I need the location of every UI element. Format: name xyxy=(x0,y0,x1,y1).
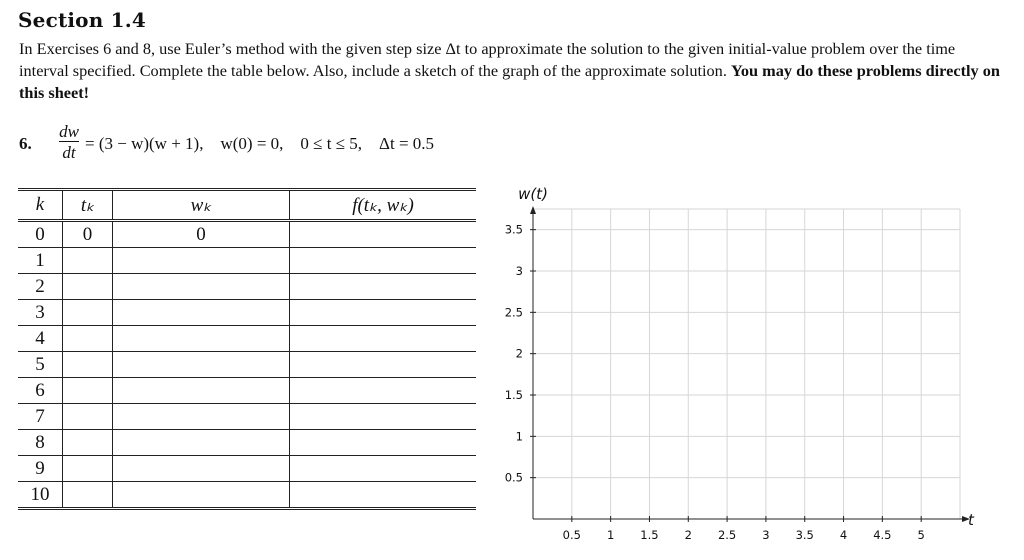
cell-f[interactable] xyxy=(290,456,477,482)
time-interval: 0 ≤ t ≤ 5, xyxy=(300,134,363,153)
header-wk: wₖ xyxy=(113,190,290,221)
initial-condition: w(0) = 0, xyxy=(220,134,284,153)
cell-wk[interactable] xyxy=(113,352,290,378)
table-row xyxy=(18,430,476,456)
solution-graph[interactable] xyxy=(490,175,1024,556)
step-size: Δt = 0.5 xyxy=(379,134,435,153)
y-tick-label: 3 xyxy=(515,264,523,278)
cell-tk[interactable] xyxy=(63,326,113,352)
cell-tk[interactable] xyxy=(63,404,113,430)
cell-wk[interactable] xyxy=(113,300,290,326)
table-row xyxy=(18,352,476,378)
cell-wk[interactable] xyxy=(113,404,290,430)
derivative-fraction xyxy=(58,122,80,163)
y-tick-label: 1 xyxy=(515,429,523,444)
cell-k: 7 xyxy=(18,404,63,430)
x-tick-label: 1.5 xyxy=(640,528,659,542)
cell-f[interactable] xyxy=(290,352,477,378)
cell-f[interactable] xyxy=(290,326,477,352)
cell-k: 10 xyxy=(18,482,63,509)
y-tick-label: 0.5 xyxy=(504,470,523,485)
table-row xyxy=(18,378,476,404)
x-tick-label: 0.5 xyxy=(562,528,581,542)
y-tick-label: 2 xyxy=(515,346,523,361)
x-tick-label: 2.5 xyxy=(717,528,737,542)
x-tick-label: 4 xyxy=(839,528,848,542)
cell-k: 2 xyxy=(18,274,63,300)
cell-f[interactable] xyxy=(290,404,477,430)
instructions xyxy=(19,38,1004,104)
table-row xyxy=(18,248,476,274)
table-row xyxy=(18,274,476,300)
cell-wk[interactable] xyxy=(113,248,290,274)
equation-rhs: = (3 − w)(w + 1), xyxy=(85,134,204,153)
cell-tk[interactable] xyxy=(63,378,113,404)
derivative-numerator: dw xyxy=(59,122,79,141)
cell-k: 0 xyxy=(18,221,63,248)
y-tick-label: 2.5 xyxy=(504,305,523,320)
cell-k: 1 xyxy=(18,248,63,274)
y-tick-label: 3.5 xyxy=(504,222,523,237)
x-tick-label: 1 xyxy=(606,528,615,542)
cell-wk[interactable] xyxy=(113,430,290,456)
cell-f[interactable] xyxy=(290,221,477,248)
cell-wk[interactable] xyxy=(113,274,290,300)
cell-f[interactable] xyxy=(290,430,477,456)
table-row xyxy=(18,300,476,326)
cell-f[interactable] xyxy=(290,482,477,509)
instructions-text: In Exercises 6 and 8, use Euler’s method with the given step size Δt to approximate the solution to the given initial-value problem over the time interval specified. Complete the table below. Also, include a sketch of the graph of the approximate solution. xyxy=(19,39,956,80)
x-tick-label: 2 xyxy=(684,528,692,542)
x-tick-label: 3.5 xyxy=(795,528,814,542)
x-tick-label: 4.5 xyxy=(873,528,892,542)
cell-tk[interactable] xyxy=(63,482,113,509)
cell-f[interactable] xyxy=(290,378,477,404)
cell-k: 5 xyxy=(18,352,63,378)
header-tk: tₖ xyxy=(63,190,113,221)
cell-tk[interactable] xyxy=(63,300,113,326)
equation xyxy=(85,134,434,154)
cell-tk[interactable] xyxy=(63,430,113,456)
cell-k: 8 xyxy=(18,430,63,456)
cell-wk[interactable] xyxy=(113,378,290,404)
y-axis-label: w(t) xyxy=(518,185,548,203)
euler-table xyxy=(18,188,476,510)
table-body xyxy=(18,221,476,509)
cell-k: 6 xyxy=(18,378,63,404)
x-tick-label: 5 xyxy=(917,528,925,542)
header-k: k xyxy=(18,190,63,221)
y-axis-arrow xyxy=(530,206,536,214)
cell-f[interactable] xyxy=(290,248,477,274)
table-row xyxy=(18,326,476,352)
cell-k: 9 xyxy=(18,456,63,482)
cell-f[interactable] xyxy=(290,274,477,300)
table-header-row xyxy=(18,190,476,221)
y-tick-label: 1.5 xyxy=(504,388,523,402)
table-row xyxy=(18,456,476,482)
problem-number: 6. xyxy=(19,134,32,153)
cell-k: 3 xyxy=(18,300,63,326)
cell-tk[interactable] xyxy=(63,352,113,378)
derivative-denominator: dt xyxy=(62,143,76,162)
instructions-bold-note: You may do these problems directly on this sheet! xyxy=(19,61,1000,102)
x-axis-label: t xyxy=(968,511,974,529)
cell-tk[interactable] xyxy=(63,248,113,274)
cell-tk[interactable] xyxy=(63,456,113,482)
section-title: Section 1.4 xyxy=(18,8,147,32)
cell-tk[interactable]: 0 xyxy=(63,221,113,248)
cell-wk[interactable]: 0 xyxy=(113,221,290,248)
cell-wk[interactable] xyxy=(113,482,290,509)
cell-k: 4 xyxy=(18,326,63,352)
graph-area xyxy=(490,175,1024,556)
x-tick-label: 3 xyxy=(762,528,770,542)
header-f: f(tₖ, wₖ) xyxy=(290,190,477,221)
cell-wk[interactable] xyxy=(113,326,290,352)
table-row xyxy=(18,482,476,509)
cell-wk[interactable] xyxy=(113,456,290,482)
table-row xyxy=(18,221,476,248)
cell-f[interactable] xyxy=(290,300,477,326)
table-row xyxy=(18,404,476,430)
cell-tk[interactable] xyxy=(63,274,113,300)
